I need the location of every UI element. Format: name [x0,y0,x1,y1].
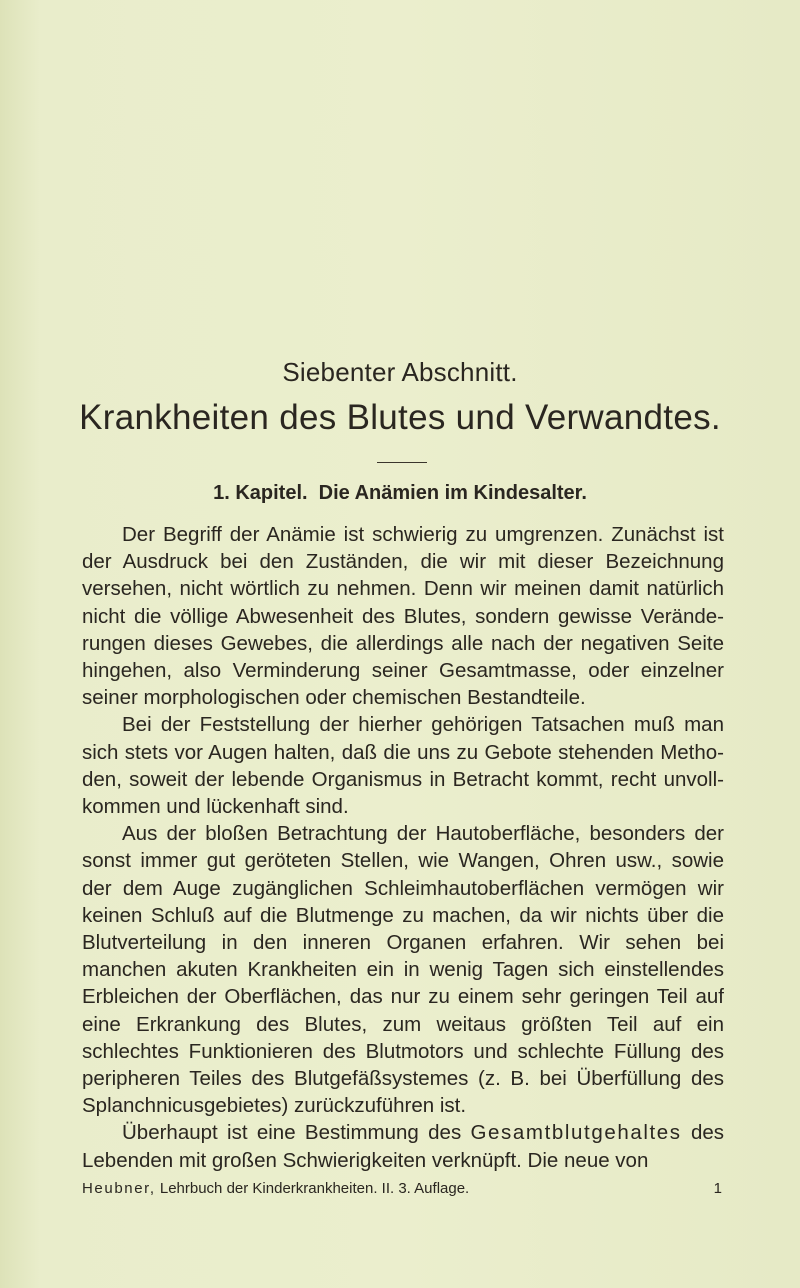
paragraph-3: Aus der bloßen Betrachtung der Hautoberfläche, besonders der sonst immer gut geröteten Stellen, wie Wangen, Ohren usw., sowie der dem Auge zugänglichen Schleimhautoberflächen vermögen wir keinen Schluß auf die Blutmenge zu machen, da wir nichts über die Blutverteilung in den inneren Organen erfahren. Wir sehen bei manchen akuten Krankheiten ein in wenig Tagen sich einstellendes Erbleichen der Oberflächen, das nur zu einem sehr geringen Teil auf eine Erkrankung des Blutes, zum weitaus größten Teil auf ein schlechtes Funktionieren des Blutmotors und schlechte Füllung des peripheren Teiles des Blutgefäßsystemes (z. B. bei Überfüllung des Splanchnicusgebietes) zurückzuführen ist. [82,822,724,1118]
paragraph-4-start: Überhaupt ist eine Bestimmung des [122,1121,471,1145]
paragraph-4-end: des Lebenden mit großen Schwierigkeiten verknüpft. Die neue von [82,1121,724,1172]
paragraph-1: Der Begriff der Anämie ist schwierig zu umgrenzen. Zunächst ist der Ausdruck bei den Zuständen, die wir mit dieser Bezeichnung versehen, nicht wörtlich zu nehmen. Denn wir meinen damit natürlich nicht die völlige Abwesenheit des Blutes, sondern gewisse Verände- rungen dieses Gewebes, die allerdings alle nach der negativen Seite hingehen, also Verminderung seiner Gesamtmasse, oder einzelner seiner morphologischen oder chemischen Bestandteile. [82,523,724,710]
paragraph-4 [82,1119,724,1173]
section-heading: Siebenter Abschnitt. [282,357,518,387]
footer-book-title: Lehrbuch der Kinderkrankheiten. II. 3. Auflage. [155,1180,470,1197]
footer-author: Heubner, [82,1180,156,1197]
page-footer [82,1180,724,1197]
main-title: Krankheiten des Blutes und Verwandtes. [79,398,721,437]
emphasized-term: Gesamtblutgehaltes [470,1121,682,1145]
title-divider [377,462,427,463]
paragraph-2: Bei der Feststellung der hierher gehörigen Tatsachen muß man sich stets vor Augen halten, daß die uns zu Gebote stehenden Metho- den, soweit der lebende Organismus in Betracht kommt, recht unvoll- kommen und lückenhaft sind. [82,713,724,819]
chapter-heading: 1. Kapitel. Die Anämien im Kindesalter. [213,482,587,504]
page-number: 1 [713,1180,722,1197]
body-text [82,521,724,1174]
